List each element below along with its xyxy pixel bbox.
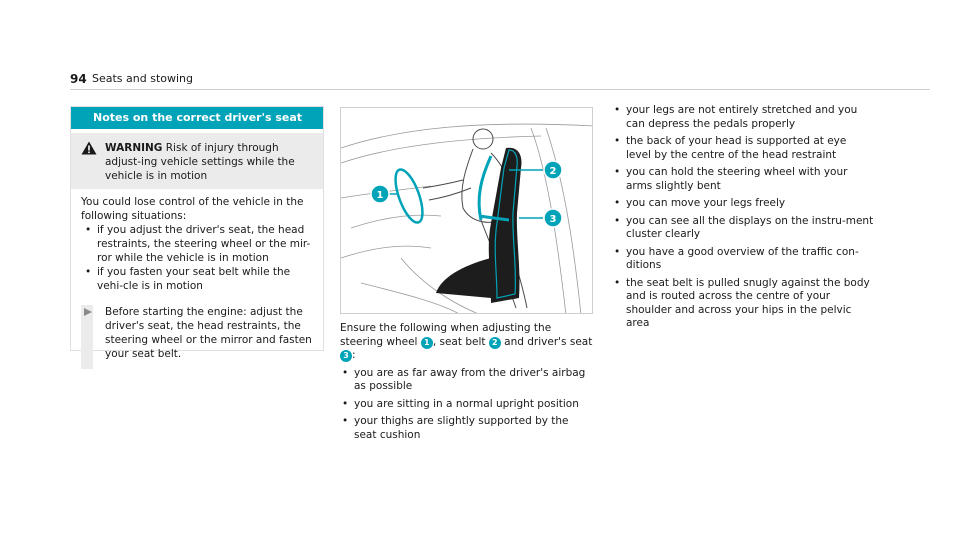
requirements-column-1	[340, 322, 594, 446]
notes-body	[71, 189, 323, 293]
driver-seat-drawing	[341, 108, 593, 314]
list-item: • if you adjust the driver's seat, the head restraints, the steering wheel or the mir-ror while the vehicle is in motion	[83, 223, 313, 265]
callout-2	[544, 161, 562, 179]
play-arrow-icon	[83, 307, 93, 317]
warning-triangle-icon	[81, 141, 97, 155]
list-item: • if you fasten your seat belt while the vehi-cle is in motion	[83, 265, 313, 293]
svg-text:3: 3	[549, 214, 557, 225]
list-item: • you are sitting in a normal upright position	[340, 398, 594, 412]
requirements-intro: Ensure the following when adjusting the steering wheel 1 , seat belt 2 and driver's seat 3 :	[340, 322, 593, 361]
callout-1	[371, 185, 389, 203]
callout-badge-3: 3	[340, 350, 352, 362]
warning-text: Risk of injury through adjust-ing vehicle settings while the vehicle is in motion	[105, 142, 295, 182]
list-item: • you can hold the steering wheel with your arms slightly bent	[612, 166, 874, 193]
requirements-column-2	[612, 104, 874, 335]
driver-seat-illustration	[340, 107, 593, 314]
requirements-list	[340, 367, 594, 443]
header-divider	[70, 89, 930, 90]
warning-block	[71, 133, 323, 189]
list-item: • you are as far away from the driver's airbag as possible	[340, 367, 594, 394]
callout-badge-2: 2	[489, 337, 501, 349]
notes-list	[81, 223, 313, 293]
list-item: • the back of your head is supported at eye level by the centre of the head restraint	[612, 135, 874, 162]
list-item: • your legs are not entirely stretched and you can depress the pedals properly	[612, 104, 874, 131]
svg-text:1: 1	[376, 190, 384, 201]
callout-badge-1: 1	[421, 337, 433, 349]
notes-intro: You could lose control of the vehicle in the following situations:	[81, 196, 304, 222]
list-item: • you can move your legs freely	[612, 197, 874, 211]
callout-3	[544, 209, 562, 227]
page-header	[70, 70, 930, 90]
notes-panel	[70, 106, 324, 360]
list-item: • the seat belt is pulled snugly against the body and is routed across the centre of your shoulder and across your hips in the pelvic area	[612, 277, 874, 331]
warning-label: WARNING	[105, 142, 163, 154]
page-number: 94	[70, 72, 87, 86]
notes-title: Notes on the correct driver's seat	[71, 107, 323, 129]
requirements-list-continued	[612, 104, 874, 331]
list-item: • you can see all the displays on the instru-ment cluster clearly	[612, 215, 874, 242]
svg-text:2: 2	[549, 166, 557, 177]
action-step	[71, 305, 323, 369]
list-item: • your thighs are slightly supported by the seat cushion	[340, 415, 594, 442]
list-item: • you have a good overview of the traffic con-ditions	[612, 246, 874, 273]
section-title: Seats and stowing	[92, 72, 194, 85]
action-text: Before starting the engine: adjust the driver's seat, the head restraints, the steering wheel or the mirror and fasten your seat belt.	[105, 306, 312, 360]
